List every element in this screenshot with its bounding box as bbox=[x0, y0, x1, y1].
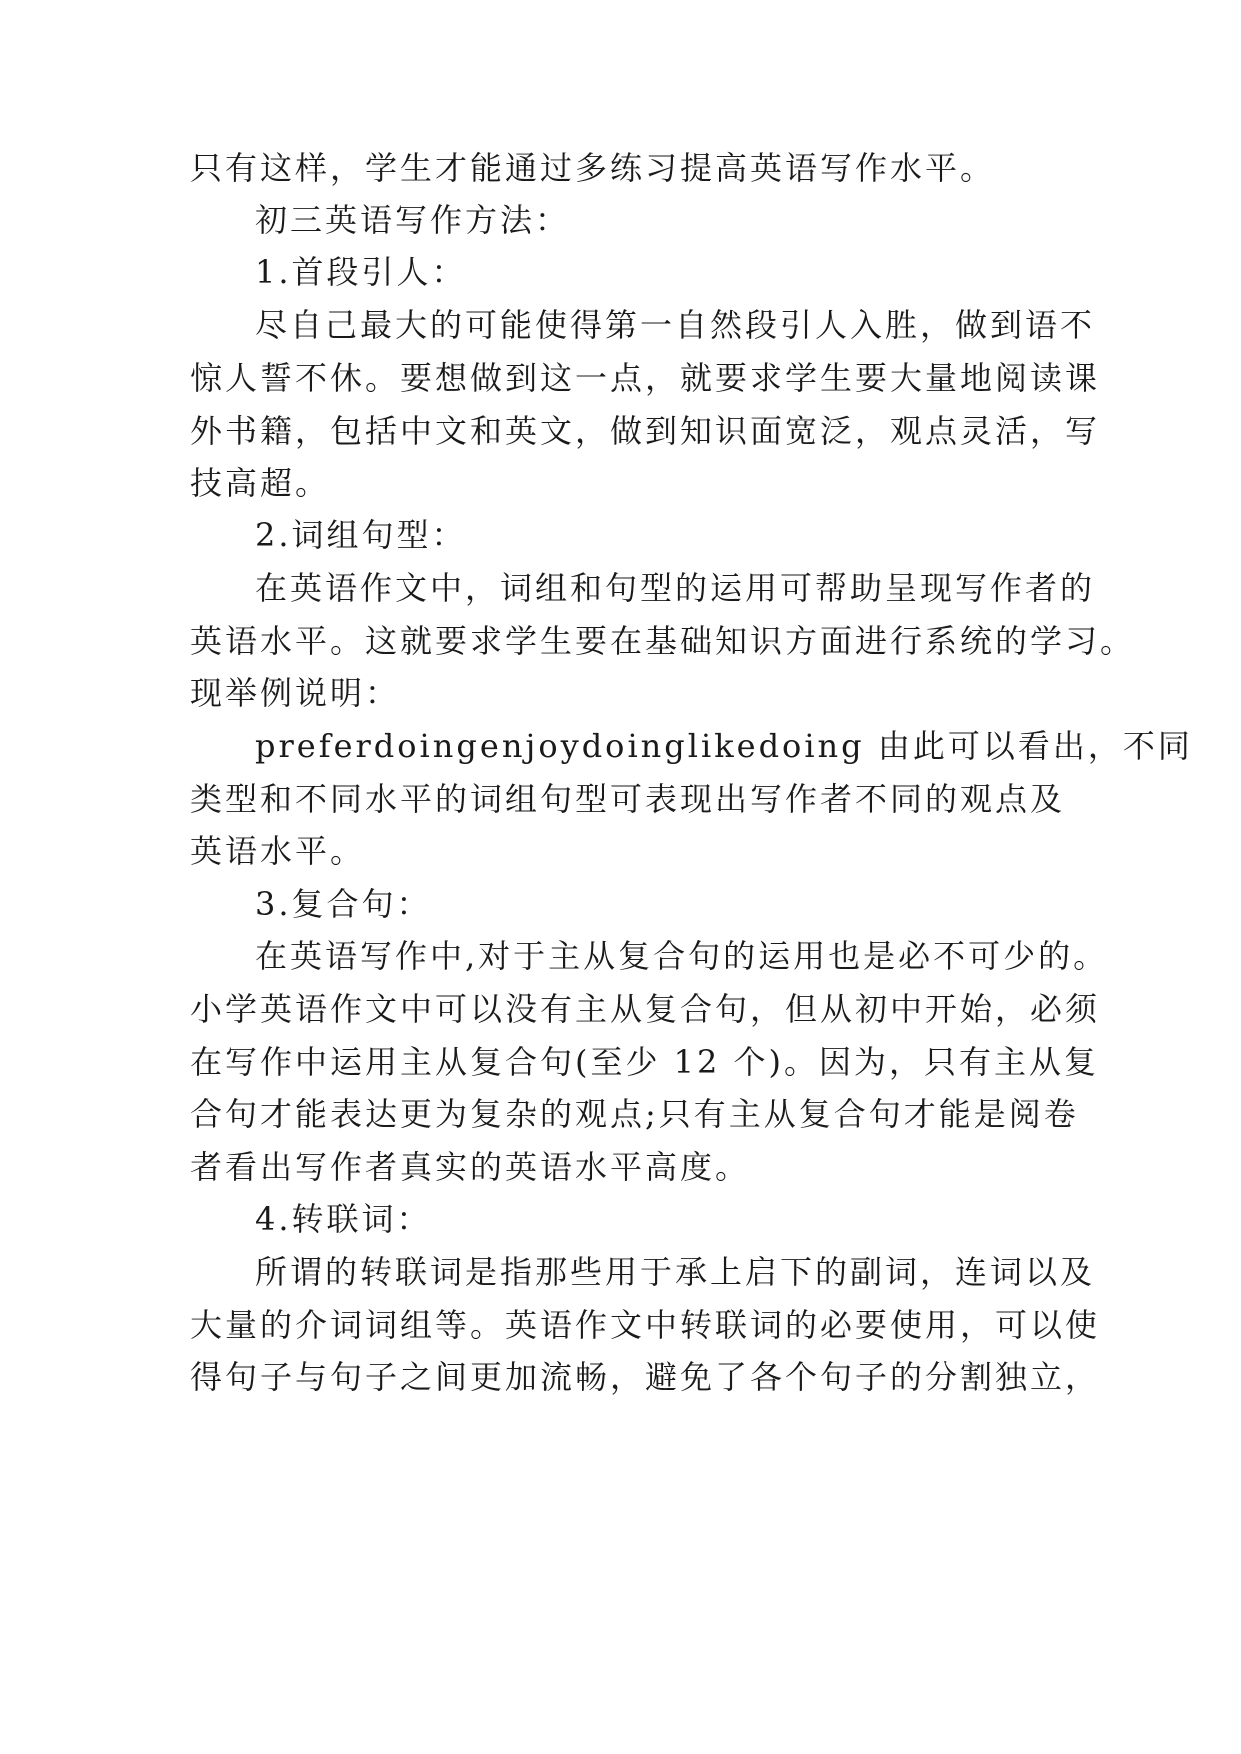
text-line: 现举例说明： bbox=[190, 674, 401, 712]
section-heading: 3.复合句： bbox=[255, 885, 432, 923]
text-line: 尽自己最大的可能使得第一自然段引人入胜，做到语不 bbox=[255, 306, 1096, 344]
text-line: 惊人誓不休。要想做到这一点，就要求学生要大量地阅读课 bbox=[190, 359, 1101, 397]
text-line: preferdoingenjoydoinglikedoing 由此可以看出，不同 bbox=[255, 727, 1193, 765]
text-line: 类型和不同水平的词组句型可表现出写作者不同的观点及 bbox=[190, 780, 1066, 818]
text-line: 外书籍，包括中文和英文，做到知识面宽泛，观点灵活，写 bbox=[190, 412, 1101, 450]
text-line: 大量的介词词组等。英语作文中转联词的必要使用，可以使 bbox=[190, 1306, 1101, 1344]
text-line: 只有这样，学生才能通过多练习提高英语写作水平。 bbox=[190, 149, 996, 187]
text-line: 在写作中运用主从复合句(至少 12 个)。因为，只有主从复 bbox=[190, 1043, 1100, 1081]
text-line: 得句子与句子之间更加流畅，避免了各个句子的分割独立， bbox=[190, 1358, 1101, 1396]
text-line: 英语水平。这就要求学生要在基础知识方面进行系统的学习。 bbox=[190, 622, 1136, 660]
text-line: 在英语写作中,对于主从复合句的运用也是必不可少的。 bbox=[255, 937, 1109, 975]
section-heading: 4.转联词： bbox=[255, 1200, 432, 1238]
text-line: 技高超。 bbox=[190, 464, 331, 502]
section-heading: 1.首段引人： bbox=[255, 253, 467, 291]
section-heading: 初三英语写作方法： bbox=[255, 201, 571, 239]
text-line: 者看出写作者真实的英语水平高度。 bbox=[190, 1148, 751, 1186]
text-line: 英语水平。 bbox=[190, 832, 366, 870]
text-line: 合句才能表达更为复杂的观点;只有主从复合句才能是阅卷 bbox=[190, 1095, 1079, 1133]
text-line: 小学英语作文中可以没有主从复合句，但从初中开始，必须 bbox=[190, 990, 1101, 1028]
text-line: 所谓的转联词是指那些用于承上启下的副词，连词以及 bbox=[255, 1253, 1096, 1291]
section-heading: 2.词组句型： bbox=[255, 516, 467, 554]
text-line: 在英语作文中，词组和句型的运用可帮助呈现写作者的 bbox=[255, 569, 1096, 607]
